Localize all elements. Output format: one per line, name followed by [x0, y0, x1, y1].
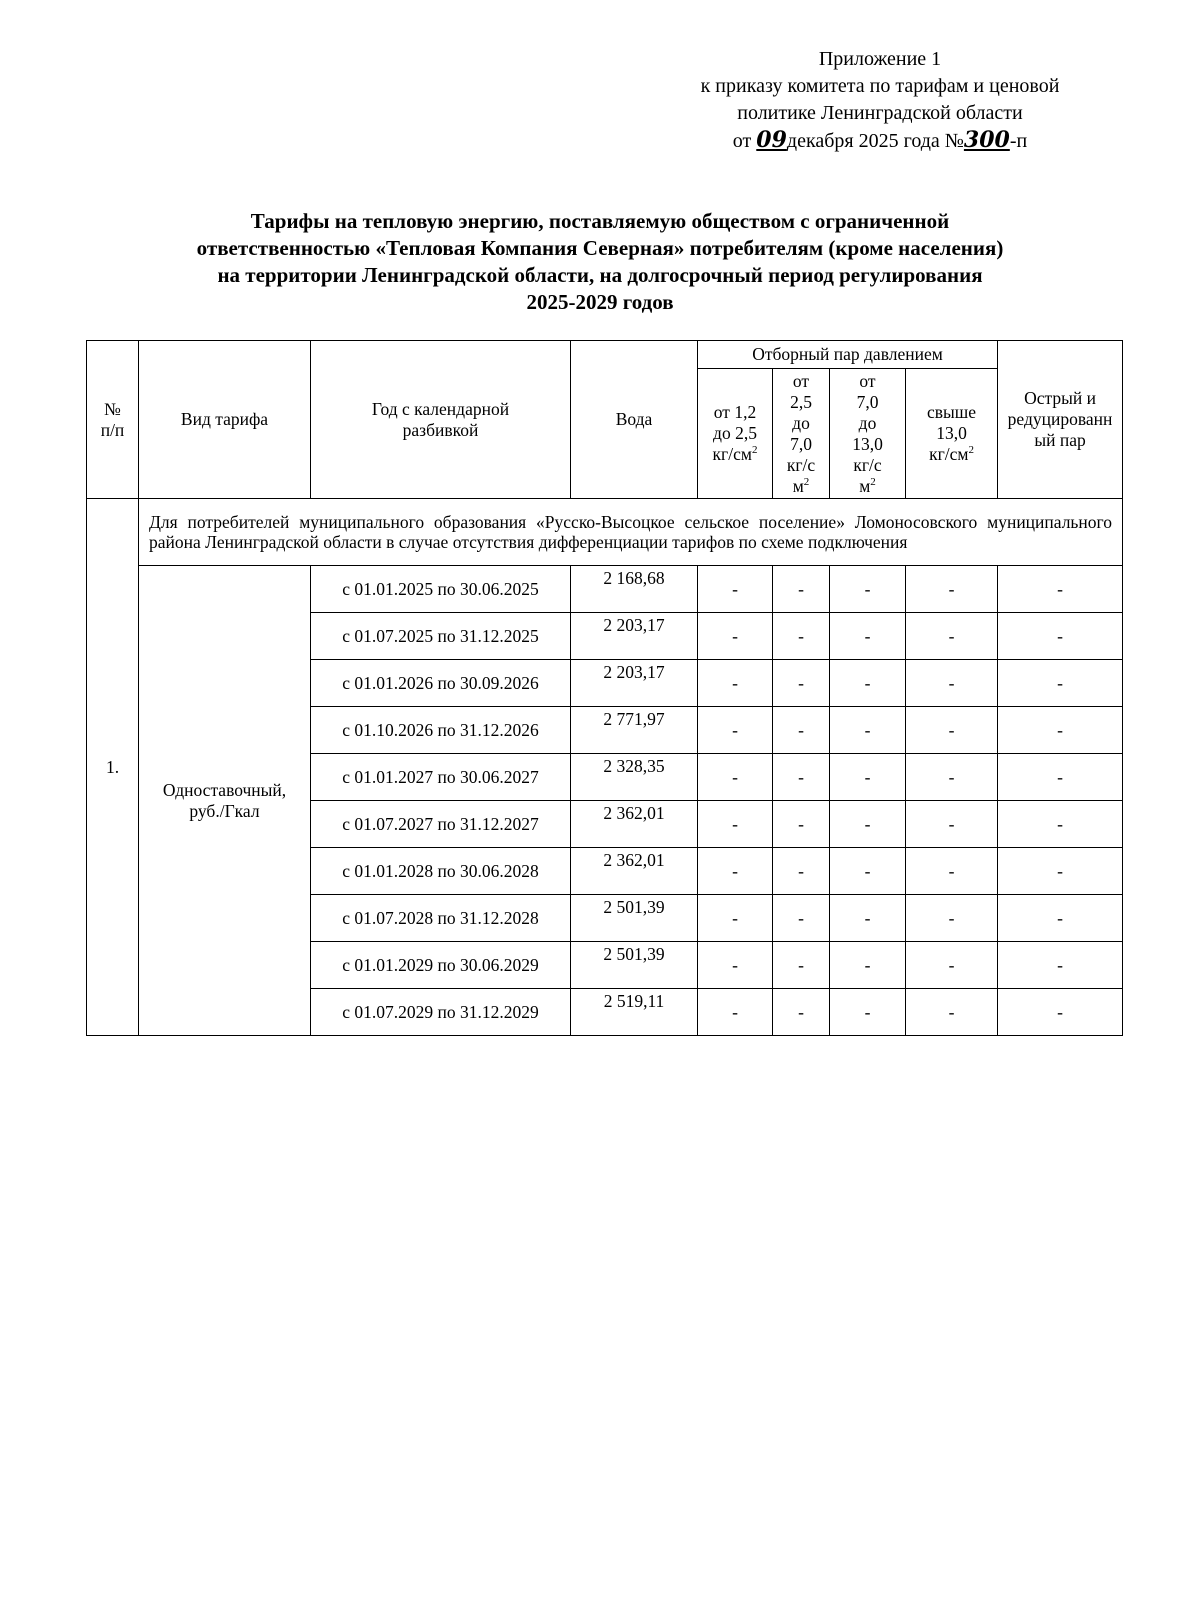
pressure-3-cell: -: [830, 895, 906, 942]
sharp-steam-cell: -: [998, 566, 1123, 613]
section-number: 1.: [87, 499, 139, 1036]
title-line: ответственностью «Тепловая Компания Северная» потребителям (кроме населения): [196, 236, 1004, 260]
header-pressure-1: от 1,2 до 2,5 $кг/см^2$: [698, 369, 773, 499]
pressure-1-cell: -: [698, 613, 773, 660]
table-row: [87, 566, 1123, 613]
date-prefix: от: [732, 130, 752, 152]
pressure-1-cell: -: [698, 848, 773, 895]
period-cell: с 01.07.2029 по 31.12.2029: [311, 989, 571, 1036]
appendix-date-line: [640, 127, 1120, 155]
pressure-2-cell: -: [773, 613, 830, 660]
sharp-steam-cell: -: [998, 989, 1123, 1036]
handwritten-order-number: 300: [963, 127, 1010, 153]
pressure-2-cell: -: [773, 942, 830, 989]
pressure-2-cell: -: [773, 660, 830, 707]
header-pressure-3: от 7,0 до 13,0 кг/с $м^2$: [830, 369, 906, 499]
pressure-1-cell: -: [698, 707, 773, 754]
pressure-3-cell: -: [830, 566, 906, 613]
sharp-steam-cell: -: [998, 613, 1123, 660]
pressure-4-cell: -: [906, 942, 998, 989]
pressure-1-cell: -: [698, 801, 773, 848]
pressure-4-cell: -: [906, 566, 998, 613]
sharp-steam-cell: -: [998, 707, 1123, 754]
pressure-4-cell: -: [906, 848, 998, 895]
pressure-1-cell: -: [698, 989, 773, 1036]
water-value-cell: 2 501,39: [571, 895, 698, 942]
pressure-1-cell: -: [698, 895, 773, 942]
pressure-4-cell: -: [906, 989, 998, 1036]
sharp-steam-cell: -: [998, 660, 1123, 707]
pressure-2-cell: -: [773, 801, 830, 848]
water-value-cell: 2 362,01: [571, 848, 698, 895]
period-cell: с 01.01.2025 по 30.06.2025: [311, 566, 571, 613]
title-line: на территории Ленинградской области, на долгосрочный период регулирования: [217, 263, 983, 287]
pressure-3-cell: -: [830, 707, 906, 754]
pressure-4-cell: -: [906, 754, 998, 801]
period-cell: с 01.07.2025 по 31.12.2025: [311, 613, 571, 660]
pressure-3-cell: -: [830, 848, 906, 895]
water-value-cell: 2 501,39: [571, 942, 698, 989]
title-line: Тарифы на тепловую энергию, поставляемую обществом с ограниченной: [250, 209, 950, 233]
water-value-cell: 2 328,35: [571, 754, 698, 801]
pressure-3-cell: -: [830, 989, 906, 1036]
header-pressure-4: свыше 13,0 $кг/см^2$: [906, 369, 998, 499]
header-pressure-2: от 2,5 до 7,0 кг/с $м^2$: [773, 369, 830, 499]
appendix-order-ref: к приказу комитета по тарифам и ценовой: [700, 75, 1060, 97]
sharp-steam-cell: -: [998, 942, 1123, 989]
pressure-2-cell: -: [773, 989, 830, 1036]
pressure-3-cell: -: [830, 660, 906, 707]
pressure-3-cell: -: [830, 754, 906, 801]
water-value-cell: 2 519,11: [571, 989, 698, 1036]
pressure-1-cell: -: [698, 754, 773, 801]
period-cell: с 01.07.2028 по 31.12.2028: [311, 895, 571, 942]
document-title: [90, 208, 1110, 316]
pressure-1-cell: -: [698, 660, 773, 707]
pressure-1-cell: -: [698, 942, 773, 989]
tariffs-table: [86, 340, 1123, 1036]
pressure-1-cell: -: [698, 566, 773, 613]
appendix-authority: политике Ленинградской области: [737, 102, 1023, 124]
pressure-2-cell: -: [773, 754, 830, 801]
header-sharp-steam: Острый и редуцированн ый пар: [998, 341, 1123, 499]
pressure-4-cell: -: [906, 801, 998, 848]
pressure-3-cell: -: [830, 801, 906, 848]
date-rest: декабря 2025 года №: [786, 130, 964, 152]
header-year: Год с календарной разбивкой: [311, 341, 571, 499]
appendix-title: Приложение 1: [818, 48, 942, 70]
period-cell: с 01.01.2027 по 30.06.2027: [311, 754, 571, 801]
sharp-steam-cell: -: [998, 848, 1123, 895]
header-tariff-type: Вид тарифа: [139, 341, 311, 499]
order-suffix: -п: [1009, 130, 1028, 152]
water-value-cell: 2 203,17: [571, 660, 698, 707]
pressure-3-cell: -: [830, 613, 906, 660]
pressure-2-cell: -: [773, 566, 830, 613]
period-cell: с 01.01.2029 по 30.06.2029: [311, 942, 571, 989]
pressure-2-cell: -: [773, 848, 830, 895]
sharp-steam-cell: -: [998, 754, 1123, 801]
period-cell: с 01.01.2026 по 30.09.2026: [311, 660, 571, 707]
period-cell: с 01.10.2026 по 31.12.2026: [311, 707, 571, 754]
water-value-cell: 2 362,01: [571, 801, 698, 848]
section-description: Для потребителей муниципального образования «Русско-Высоцкое сельское поселение» Ломоносовского муниципального района Ленинградской области в случае отсутствия дифференциации тарифов по схеме подключения: [139, 499, 1123, 566]
water-value-cell: 2 771,97: [571, 707, 698, 754]
water-value-cell: 2 203,17: [571, 613, 698, 660]
header-steam-group: Отборный пар давлением: [698, 341, 998, 369]
header-number: № п/п: [87, 341, 139, 499]
tariff-type-cell: Одноставочный, руб./Гкал: [139, 566, 311, 1036]
pressure-2-cell: -: [773, 895, 830, 942]
period-cell: с 01.07.2027 по 31.12.2027: [311, 801, 571, 848]
period-cell: с 01.01.2028 по 30.06.2028: [311, 848, 571, 895]
header-water: Вода: [571, 341, 698, 499]
pressure-3-cell: -: [830, 942, 906, 989]
appendix-header: [640, 46, 1120, 155]
pressure-4-cell: -: [906, 660, 998, 707]
pressure-2-cell: -: [773, 707, 830, 754]
pressure-4-cell: -: [906, 895, 998, 942]
pressure-4-cell: -: [906, 613, 998, 660]
sharp-steam-cell: -: [998, 895, 1123, 942]
water-value-cell: 2 168,68: [571, 566, 698, 613]
sharp-steam-cell: -: [998, 801, 1123, 848]
pressure-4-cell: -: [906, 707, 998, 754]
handwritten-day: 09: [756, 127, 787, 153]
title-line: 2025-2029 годов: [526, 290, 674, 314]
